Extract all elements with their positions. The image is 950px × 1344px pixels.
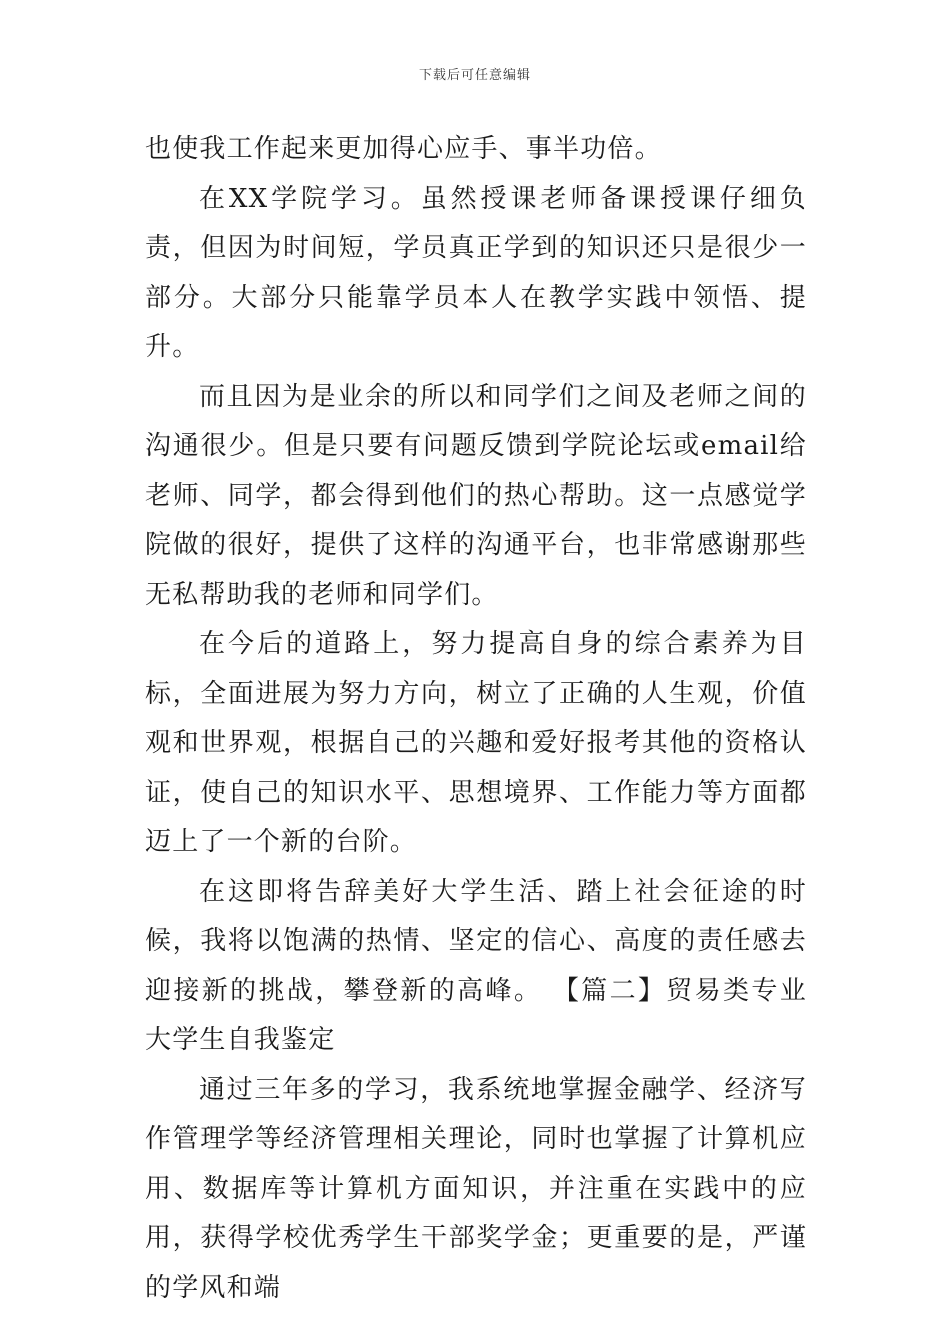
document-body	[145, 125, 807, 1313]
paragraph-5: 在这即将告辞美好大学生活、踏上社会征途的时候，我将以饱满的热情、坚定的信心、高度的责任感去迎接新的挑战，攀登新的高峰。 【篇二】贸易类专业大学生自我鉴定	[145, 876, 807, 1055]
paragraph-1: 也使我工作起来更加得心应手、事半功倍。	[145, 134, 662, 164]
header-note: 下载后可任意编辑	[418, 68, 531, 83]
paragraph-6: 通过三年多的学习，我系统地掌握金融学、经济写作管理学等经济管理相关理论，同时也掌握了计算机应用、数据库等计算机方面知识，并注重在实践中的应用，获得学校优秀学生干部奖学金；更重要的是，严谨的学风和端	[145, 1074, 807, 1303]
paragraph-4: 在今后的道路上，努力提高自身的综合素养为目标，全面进展为努力方向，树立了正确的人生观，价值观和世界观，根据自己的兴趣和爱好报考其他的资格认证，使自己的知识水平、思想境界、工作能力等方面都迈上了一个新的台阶。	[145, 629, 807, 857]
paragraph-2: 在XX学院学习。虽然授课老师备课授课仔细负责，但因为时间短，学员真正学到的知识还只是很少一部分。大部分只能靠学员本人在教学实践中领悟、提升。	[145, 183, 807, 362]
paragraph-3: 而且因为是业余的所以和同学们之间及老师之间的沟通很少。但是只要有问题反馈到学院论坛或email给老师、同学，都会得到他们的热心帮助。这一点感觉学院做的很好，提供了这样的沟通平台，也非常感谢那些无私帮助我的老师和同学们。	[145, 381, 807, 610]
